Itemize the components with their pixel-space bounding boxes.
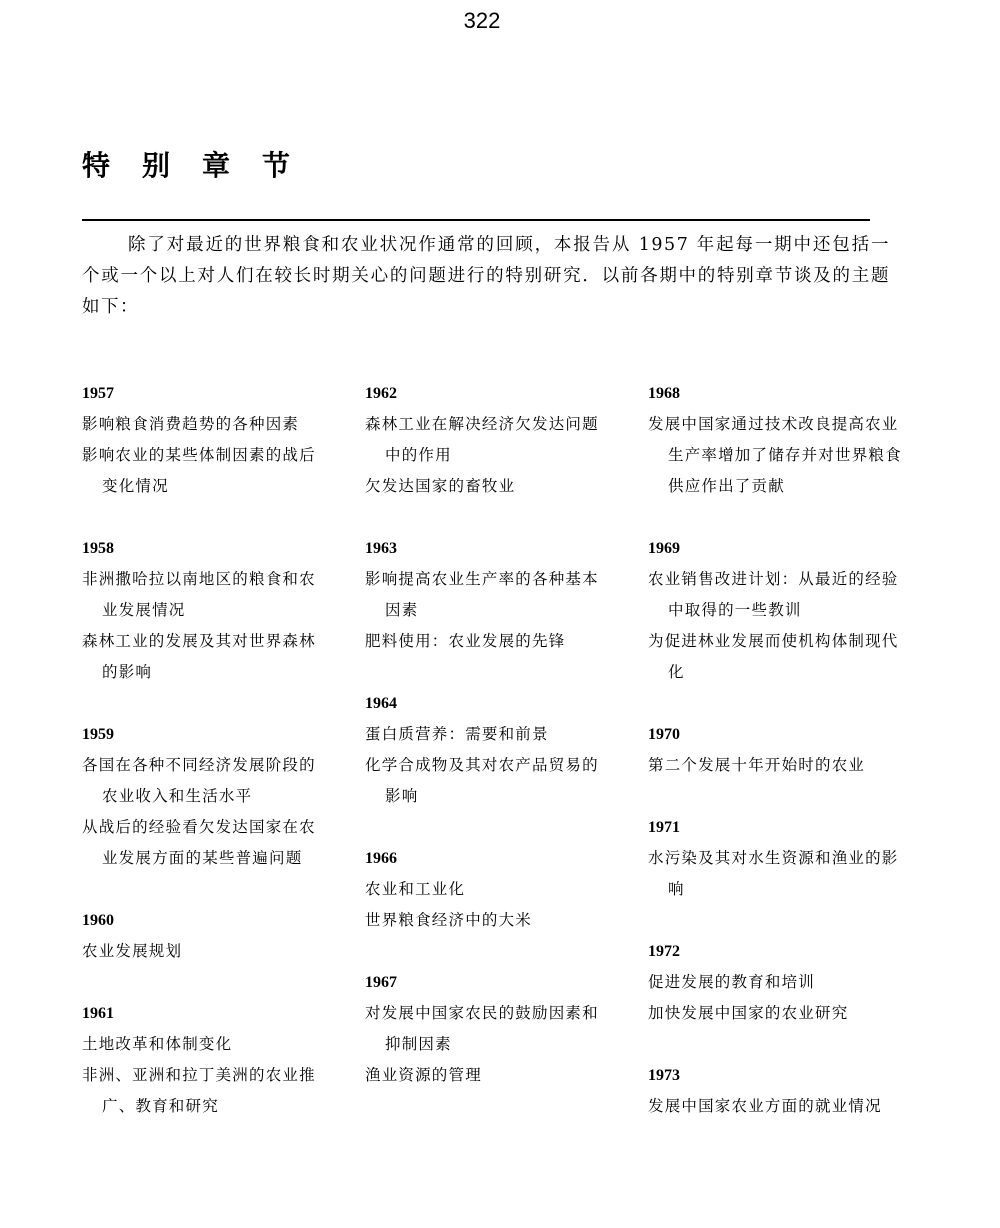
year-group xyxy=(82,719,332,874)
year-heading: 1971 xyxy=(648,819,680,836)
year-heading: 1961 xyxy=(82,1005,114,1022)
year-group xyxy=(648,1060,908,1122)
year-group xyxy=(648,533,908,688)
topic-item: 蛋白质营养：需要和前景 xyxy=(365,725,549,743)
topic-item: 非洲、亚洲和拉丁美洲的农业推广、教育和研究 xyxy=(82,1066,316,1115)
year-group xyxy=(365,688,615,812)
year-group xyxy=(365,378,615,502)
topic-item: 水污染及其对水生资源和渔业的影响 xyxy=(648,849,899,898)
year-heading: 1960 xyxy=(82,912,114,929)
year-group xyxy=(82,533,332,688)
year-heading: 1966 xyxy=(365,850,397,867)
column-left xyxy=(82,378,332,1153)
year-heading: 1963 xyxy=(365,540,397,557)
year-group xyxy=(82,378,332,502)
year-heading: 1973 xyxy=(648,1067,680,1084)
intro-paragraph: 除了对最近的世界粮食和农业状况作通常的回顾，本报告从 1957 年起每一期中还包括一个或一个以上对人们在较长时期关心的问题进行的特别研究．以前各期中的特别章节谈及的主题如下： xyxy=(82,235,890,317)
topic-item: 第二个发展十年开始时的农业 xyxy=(648,756,866,774)
topic-item: 发展中国家通过技术改良提高农业生产率增加了储存并对世界粮食供应作出了贡献 xyxy=(648,415,902,495)
topic-item: 影响提高农业生产率的各种基本因素 xyxy=(365,570,599,619)
topic-item: 森林工业在解决经济欠发达问题中的作用 xyxy=(365,415,599,464)
topic-item: 渔业资源的管理 xyxy=(365,1066,482,1084)
topic-item: 土地改革和体制变化 xyxy=(82,1035,233,1053)
topic-item: 农业销售改进计划：从最近的经验中取得的一些教训 xyxy=(648,570,899,619)
topic-item: 化学合成物及其对农产品贸易的影响 xyxy=(365,756,599,805)
year-heading: 1972 xyxy=(648,943,680,960)
year-heading: 1958 xyxy=(82,540,114,557)
topic-item: 农业和工业化 xyxy=(365,880,466,898)
year-heading: 1967 xyxy=(365,974,397,991)
topic-item: 从战后的经验看欠发达国家在农业发展方面的某些普遍问题 xyxy=(82,818,316,867)
year-heading: 1968 xyxy=(648,385,680,402)
year-heading: 1957 xyxy=(82,385,114,402)
topic-item: 影响农业的某些体制因素的战后变化情况 xyxy=(82,446,316,495)
year-group xyxy=(82,905,332,967)
year-group xyxy=(648,719,908,781)
topic-item: 为促进林业发展而使机构体制现代化 xyxy=(648,632,899,681)
topic-item: 加快发展中国家的农业研究 xyxy=(648,1004,849,1022)
year-heading: 1964 xyxy=(365,695,397,712)
topic-item: 肥料使用：农业发展的先锋 xyxy=(365,632,566,650)
column-right xyxy=(648,378,908,1153)
year-group xyxy=(365,843,615,936)
year-group xyxy=(648,936,908,1029)
topic-item: 促进发展的教育和培训 xyxy=(648,973,816,991)
topic-item: 欠发达国家的畜牧业 xyxy=(365,477,516,495)
section-title: 特别章节 xyxy=(82,149,323,182)
year-group xyxy=(648,378,908,502)
topic-item: 农业发展规划 xyxy=(82,942,183,960)
topic-item: 非洲撒哈拉以南地区的粮食和农业发展情况 xyxy=(82,570,316,619)
title-divider xyxy=(82,219,870,221)
topic-item: 世界粮食经济中的大米 xyxy=(365,911,533,929)
topic-item: 影响粮食消费趋势的各种因素 xyxy=(82,415,300,433)
year-heading: 1970 xyxy=(648,726,680,743)
topic-item: 森林工业的发展及其对世界森林的影响 xyxy=(82,632,316,681)
year-group xyxy=(82,998,332,1122)
column-middle xyxy=(365,378,615,1122)
year-heading: 1962 xyxy=(365,385,397,402)
topic-item: 各国在各种不同经济发展阶段的农业收入和生活水平 xyxy=(82,756,316,805)
year-group xyxy=(365,967,615,1091)
year-group xyxy=(648,812,908,905)
topic-item: 发展中国家农业方面的就业情况 xyxy=(648,1097,882,1115)
year-group xyxy=(365,533,615,657)
page-number: 322 xyxy=(463,8,501,33)
topic-item: 对发展中国家农民的鼓励因素和抑制因素 xyxy=(365,1004,599,1053)
year-heading: 1959 xyxy=(82,726,114,743)
year-heading: 1969 xyxy=(648,540,680,557)
